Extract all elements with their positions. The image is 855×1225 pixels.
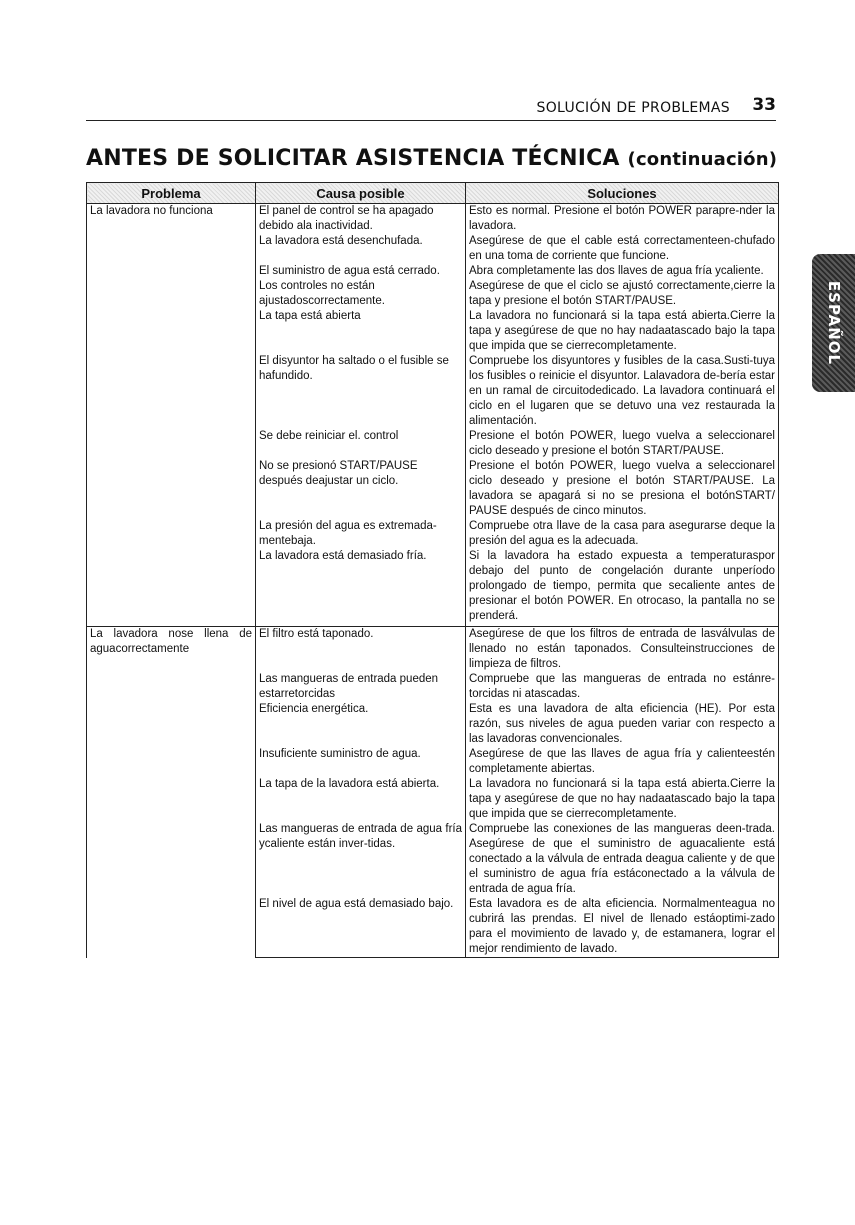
cause-cell: Insuficiente suministro de agua. — [256, 747, 466, 777]
solution-cell: Presione el botón POWER, luego vuelva a seleccionarel ciclo deseado y presione el botón START/PAUSE. — [466, 429, 779, 459]
header-cause: Causa posible — [256, 183, 466, 204]
header-solutions: Soluciones — [466, 183, 779, 204]
solution-cell: Esta lavadora es de alta eficiencia. Normalmenteagua no cubrirá las prendas. El nivel de llenado estáoptimi-zado para el movimiento de lavado y, de estamanera, lograr el mejor rendimiento de lavado. — [466, 897, 779, 958]
cause-cell: La presión del agua es extremada-mentebaja. — [256, 519, 466, 549]
solution-cell: Compruebe las conexiones de las mangueras deen-trada. Asegúrese de que el suministro de aguacaliente está conectado a la válvula de entrada deagua caliente y de que el suministro de agua fría estáconectado a la válvula de entrada de agua fría. — [466, 822, 779, 897]
cause-cell: Las mangueras de entrada pueden estarretorcidas — [256, 672, 466, 702]
language-tab-label: ESPAÑOL — [824, 280, 843, 366]
cause-cell: Se debe reiniciar el. control — [256, 429, 466, 459]
running-header — [86, 95, 776, 121]
solution-cell: Asegúrese de que el ciclo se ajustó correctamente,cierre la tapa y presione el botón START/PAUSE. — [466, 279, 779, 309]
cause-cell: El filtro está taponado. — [256, 627, 466, 673]
cause-cell: El disyuntor ha saltado o el fusible se hafundido. — [256, 354, 466, 429]
solution-cell: Compruebe otra llave de la casa para asegurarse deque la presión del agua es la adecuada. — [466, 519, 779, 549]
cause-cell: La lavadora está demasiado fría. — [256, 549, 466, 627]
solution-cell: La lavadora no funcionará si la tapa está abierta.Cierre la tapa y asegúrese de que no hay nadaatascado bajo la tapa que impida que se cierrecompletamente. — [466, 777, 779, 822]
cause-cell: No se presionó START/PAUSE después deajustar un ciclo. — [256, 459, 466, 519]
cause-cell: Eficiencia energética. — [256, 702, 466, 747]
solution-cell: Compruebe que las mangueras de entrada no estánre-torcidas ni atascadas. — [466, 672, 779, 702]
cause-cell: Las mangueras de entrada de agua fría ycaliente están inver-tidas. — [256, 822, 466, 897]
section-label: SOLUCIÓN DE PROBLEMAS — [536, 100, 730, 116]
problem-group — [87, 627, 779, 958]
solution-cell: Asegúrese de que los filtros de entrada de lasválvulas de llenado no están taponados. Consulteinstrucciones de limpieza de filtros. — [466, 627, 779, 673]
problem-cell: La lavadora no funciona — [87, 204, 256, 627]
table-header-row — [87, 183, 779, 204]
table-row — [87, 204, 779, 235]
header-problem: Problema — [87, 183, 256, 204]
solution-cell: La lavadora no funcionará si la tapa está abierta.Cierre la tapa y asegúrese de que no hay nadaatascado bajo la tapa que impida que se cierrecompletamente. — [466, 309, 779, 354]
cause-cell: Los controles no están ajustadoscorrectamente. — [256, 279, 466, 309]
cause-cell: La tapa de la lavadora está abierta. — [256, 777, 466, 822]
cause-cell: El suministro de agua está cerrado. — [256, 264, 466, 279]
solution-cell: Abra completamente las dos llaves de agua fría ycaliente. — [466, 264, 779, 279]
solution-cell: Compruebe los disyuntores y fusibles de la casa.Susti-tuya los fusibles o reinicie el disyuntor. Lalavadora de-bería estar en un ramal de circuitodedicado. La lavadora continuará el ciclo en el lugaren que se detuvo una vez restaurada la alimentación. — [466, 354, 779, 429]
solution-cell: Esto es normal. Presione el botón POWER parapre-nder la lavadora. — [466, 204, 779, 235]
page-title-suffix: (continuación) — [627, 149, 778, 170]
solution-cell: Asegúrese de que las llaves de agua fría y calienteestén completamente abiertas. — [466, 747, 779, 777]
page-title — [86, 146, 777, 171]
solution-cell: Esta es una lavadora de alta eficiencia (HE). Por esta razón, sus niveles de agua pueden variar con respecto a las lavadoras convencionales. — [466, 702, 779, 747]
solution-cell: Presione el botón POWER, luego vuelva a seleccionarel ciclo deseado y presione el botón START/PAUSE. La lavadora se apagará si no se presiona el botónSTART/ PAUSE después de cinco minutos. — [466, 459, 779, 519]
solution-cell: Si la lavadora ha estado expuesta a temperaturaspor debajo del punto de congelación durante unperíodo prolongado de tiempo, permita que secaliente antes de presionar el botón POWER. En otrocaso, la pantalla no se prenderá. — [466, 549, 779, 627]
solution-cell: Asegúrese de que el cable está correctamenteen-chufado en una toma de corriente que funcione. — [466, 234, 779, 264]
table-row — [87, 627, 779, 673]
cause-cell: La tapa está abierta — [256, 309, 466, 354]
language-tab — [812, 254, 855, 392]
cause-cell: La lavadora está desenchufada. — [256, 234, 466, 264]
problem-group — [87, 204, 779, 627]
troubleshooting-table — [86, 182, 779, 958]
problem-cell: La lavadora nose llena de aguacorrectamente — [87, 627, 256, 958]
cause-cell: El nivel de agua está demasiado bajo. — [256, 897, 466, 958]
cause-cell: El panel de control se ha apagado debido ala inactividad. — [256, 204, 466, 235]
page-number: 33 — [752, 95, 776, 115]
page-title-main: ANTES DE SOLICITAR ASISTENCIA TÉCNICA — [86, 146, 620, 171]
